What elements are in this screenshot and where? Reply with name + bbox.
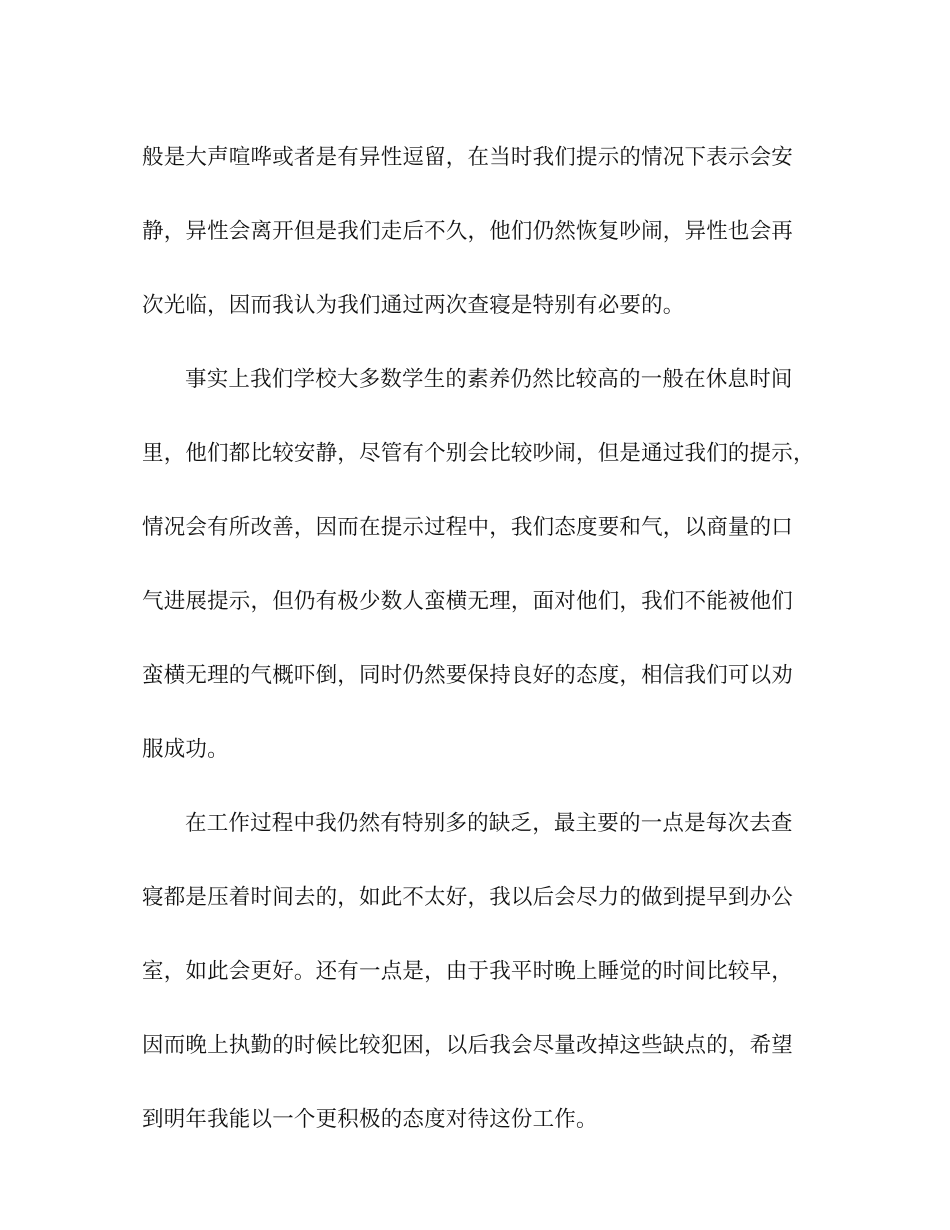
text-line: 次光临，因而我认为我们通过两次查寝是特别有必要的。 (142, 293, 685, 318)
text-line: 寝都是压着时间去的，如此不太好，我以后会尽力的做到提早到办公 (142, 885, 794, 910)
text-line: 静，异性会离开但是我们走后不久，他们仍然恢复吵闹，异性也会再 (142, 219, 794, 244)
text-line: 服成功。 (142, 737, 229, 762)
text-line: 因而晚上执勤的时候比较犯困，以后我会尽量改掉这些缺点的，希望 (142, 1033, 794, 1058)
paragraph-2 (142, 343, 815, 787)
text-line: 里，他们都比较安静，尽管有个别会比较吵闹，但是通过我们的提示， (142, 441, 815, 466)
text-line-indented: 在工作过程中我仍然有特别多的缺乏，最主要的一点是每次去查 (185, 811, 793, 836)
paragraph-3 (142, 787, 806, 1157)
text-line: 气进展提示，但仍有极少数人蛮横无理，面对他们，我们不能被他们 (142, 589, 794, 614)
body-text (142, 121, 815, 1157)
text-line-indented: 事实上我们学校大多数学生的素养仍然比较高的一般在休息时间 (185, 367, 793, 392)
text-line: 情况会有所改善，因而在提示过程中，我们态度要和气，以商量的口 (142, 515, 794, 540)
paragraph-1 (142, 121, 806, 343)
text-line: 室，如此会更好。还有一点是，由于我平时晚上睡觉的时间比较早， (142, 959, 794, 984)
text-line: 蛮横无理的气概吓倒，同时仍然要保持良好的态度，相信我们可以劝 (142, 663, 794, 688)
text-line: 到明年我能以一个更积极的态度对待这份工作。 (142, 1107, 598, 1132)
text-line: 般是大声喧哗或者是有异性逗留，在当时我们提示的情况下表示会安 (142, 145, 794, 170)
